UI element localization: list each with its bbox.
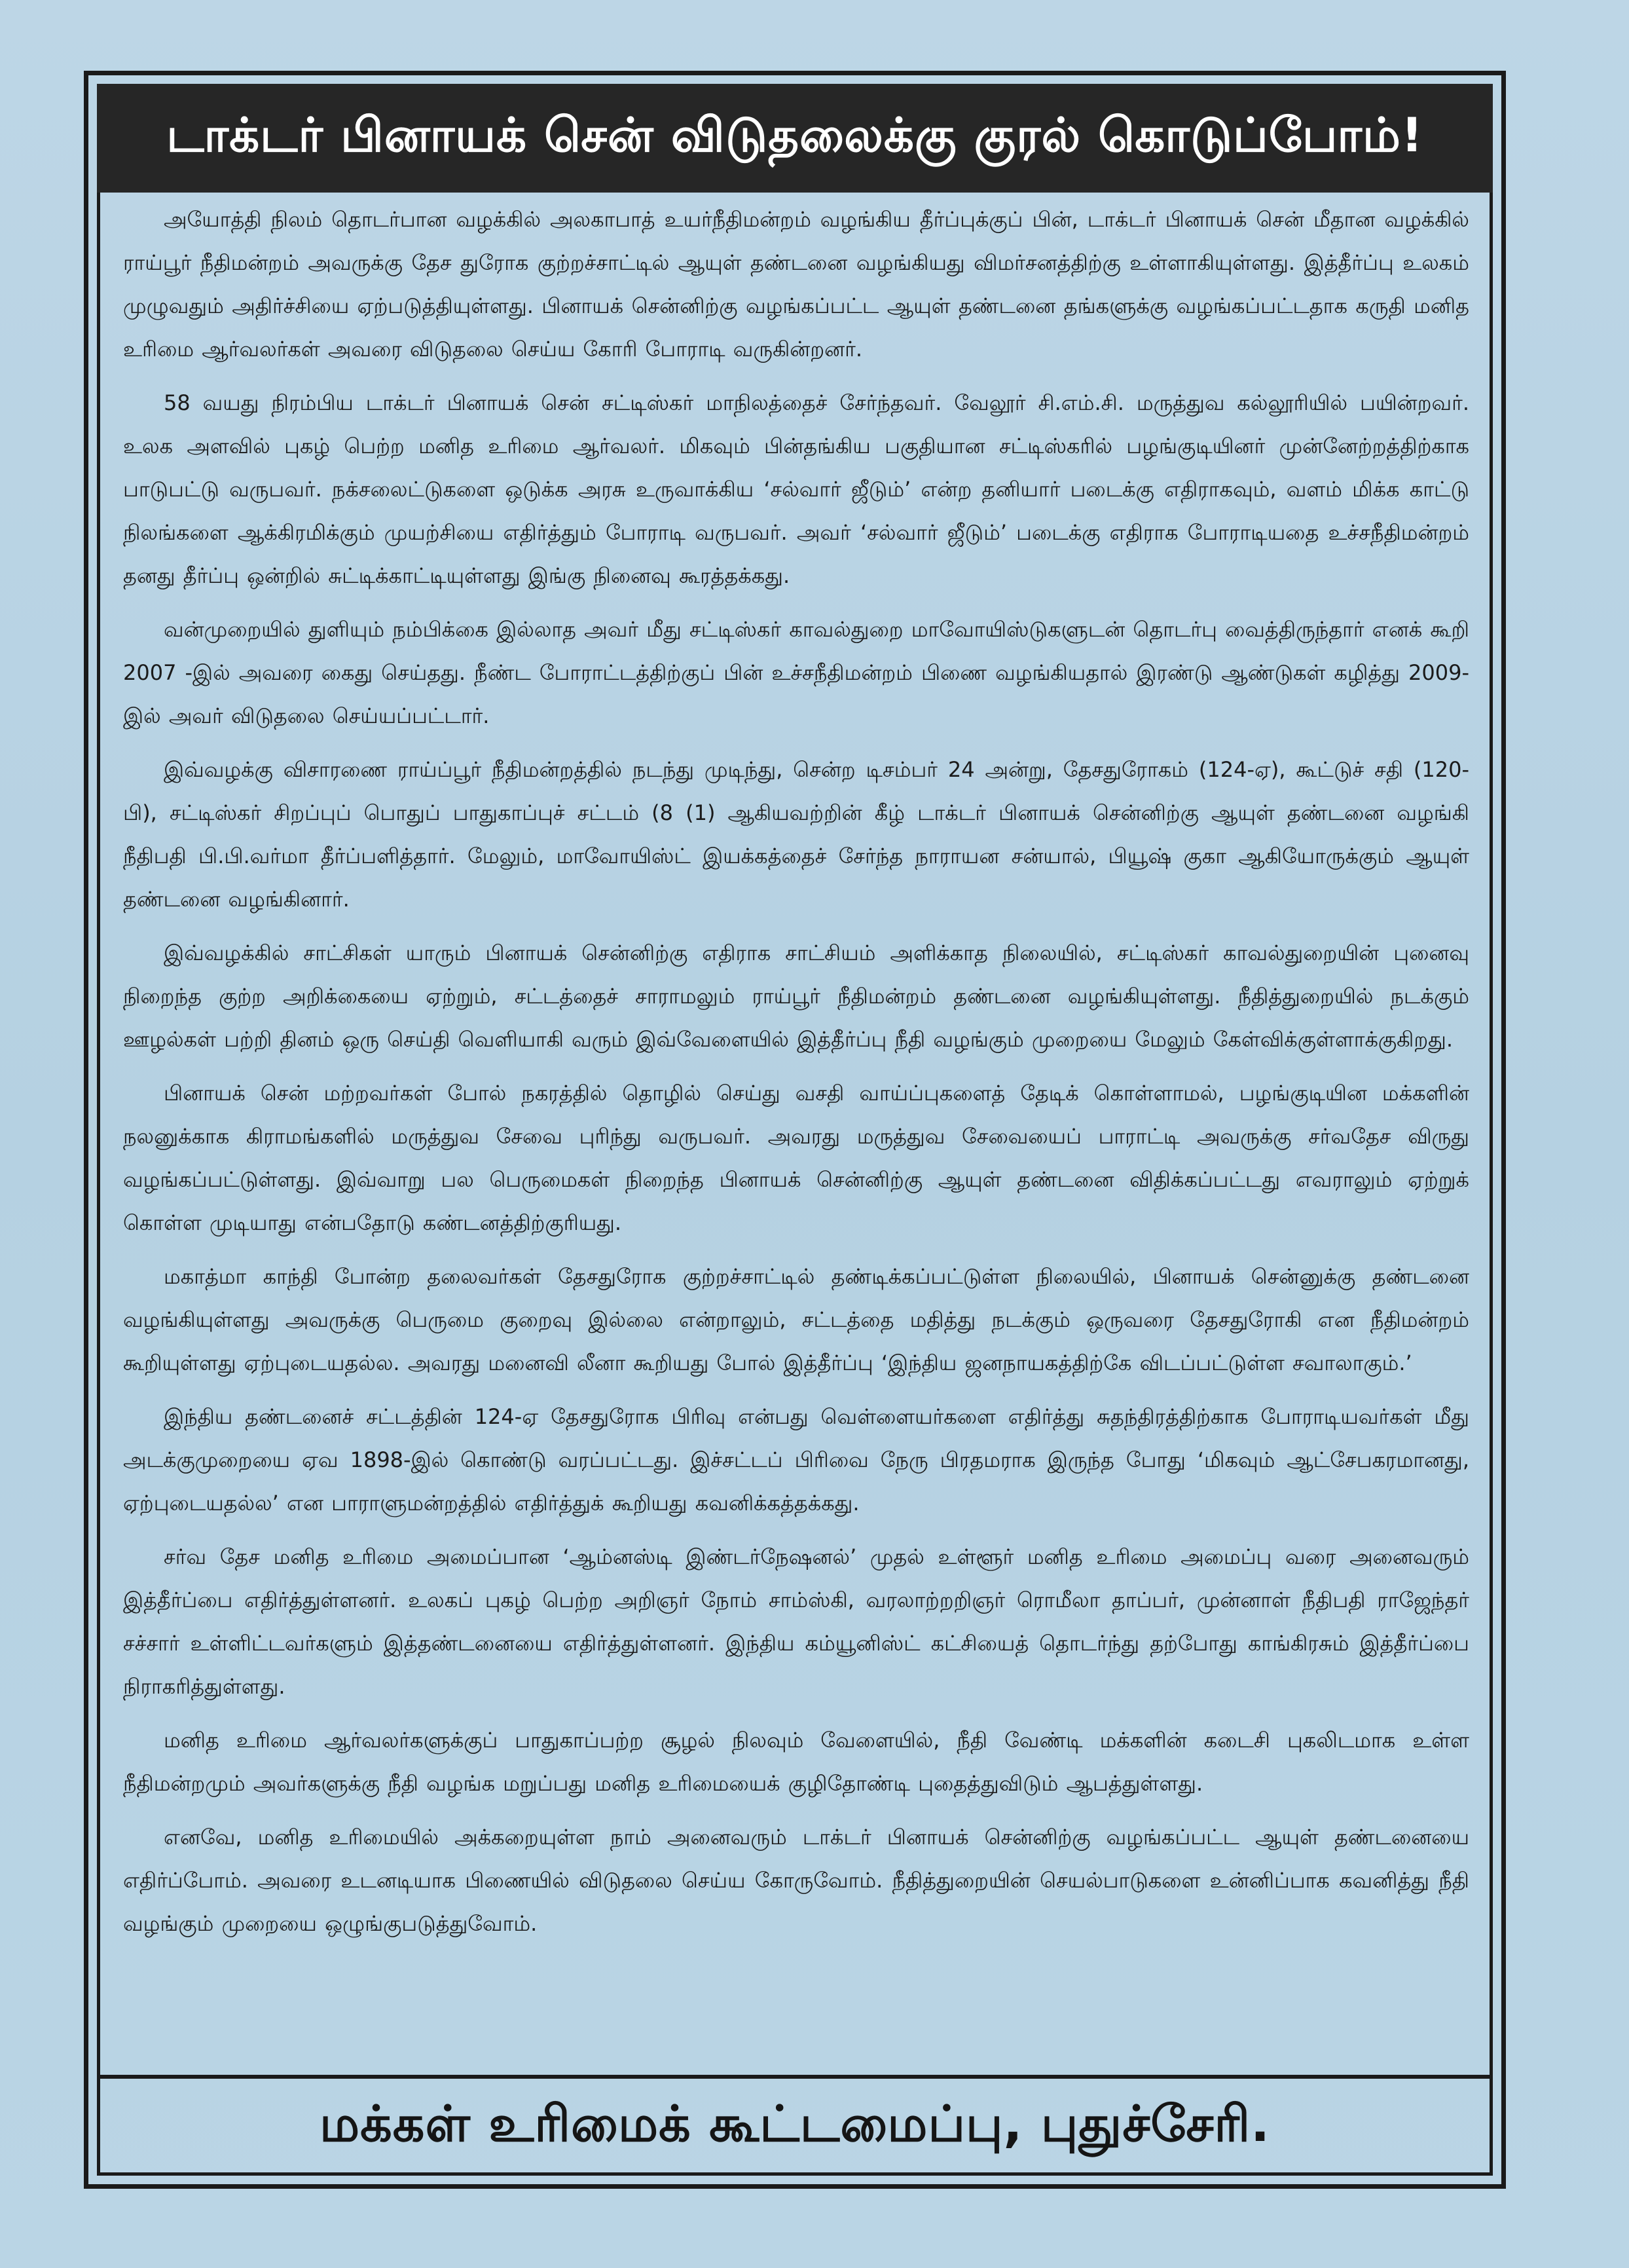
- paragraph: சர்வ தேச மனித உரிமை அமைப்பான ‘ஆம்னஸ்டி இண்டர்நேஷனல்’ முதல் உள்ளூர் மனித உரிமை அமைப்பு வரை அனைவரும் இத்தீர்ப்பை எதிர்த்துள்ளனர். உலகப் புகழ் பெற்ற அறிஞர் நோம் சாம்ஸ்கி, வரலாற்றறிஞர் ரொமீலா தாப்பர், முன்னாள் நீதிபதி ராஜேந்தர் சச்சார் உள்ளிட்டவர்களும் இத்தண்டனையை எதிர்த்துள்ளனர். இந்திய கம்யூனிஸ்ட் கட்சியைத் தொடர்ந்து தற்போது காங்கிரசும் இத்தீர்ப்பை நிராகரித்துள்ளது.: [123, 1544, 1469, 1699]
- paragraph: எனவே, மனித உரிமையில் அக்கறையுள்ள நாம் அனைவரும் டாக்டர் பினாயக் சென்னிற்கு வழங்கப்பட்ட ஆயுள் தண்டனையை எதிர்ப்போம். அவரை உடனடியாக பிணையில் விடுதலை செய்ய கோருவோம். நீதித்துறையின் செயல்பாடுகளை உன்னிப்பாக கவனித்து நீதி வழங்கும் முறையை ஒழுங்குபடுத்துவோம்.: [123, 1825, 1469, 1936]
- headline: டாக்டர் பினாயக் சென் விடுதலைக்கு குரல் கொடுப்போம்!: [166, 107, 1423, 162]
- paragraph: வன்முறையில் துளியும் நம்பிக்கை இல்லாத அவர் மீது சட்டிஸ்கர் காவல்துறை மாவோயிஸ்டுகளுடன் தொடர்பு வைத்திருந்தார் எனக் கூறி 2007 -இல் அவரை கைது செய்தது. நீண்ட போராட்டத்திற்குப் பின் உச்சநீதிமன்றம் பிணை வழங்கியதால் இரண்டு ஆண்டுகள் கழித்து 2009-இல் அவர் விடுதலை செய்யப்பட்டார்.: [123, 617, 1469, 728]
- paragraph: பினாயக் சென் மற்றவர்கள் போல் நகரத்தில் தொழில் செய்து வசதி வாய்ப்புகளைத் தேடிக் கொள்ளாமல், பழங்குடியின மக்களின் நலனுக்காக கிராமங்களில் மருத்துவ சேவை புரிந்து வருபவர். அவரது மருத்துவ சேவையைப் பாராட்டி அவருக்கு சர்வதேச விருது வழங்கப்பட்டுள்ளது. இவ்வாறு பல பெருமைகள் நிறைந்த பினாயக் சென்னிற்கு ஆயுள் தண்டனை விதிக்கப்பட்டது எவராலும் ஏற்றுக் கொள்ள முடியாது என்பதோடு கண்டனத்திற்குரியது.: [123, 1081, 1469, 1235]
- paragraph: மகாத்மா காந்தி போன்ற தலைவர்கள் தேசதுரோக குற்றச்சாட்டில் தண்டிக்கப்பட்டுள்ள நிலையில், பினாயக் சென்னுக்கு தண்டனை வழங்கியுள்ளது அவருக்கு பெருமை குறைவு இல்லை என்றாலும், சட்டத்தை மதித்து நடக்கும் ஒருவரை தேசதுரோகி என நீதிமன்றம் கூறியுள்ளது ஏற்புடையதல்ல. அவரது மனைவி லீனா கூறியது போல் இத்தீர்ப்பு ‘இந்திய ஜனநாயகத்திற்கே விடப்பட்டுள்ள சவாலாகும்.’: [123, 1264, 1469, 1375]
- paragraph: 58 வயது நிரம்பிய டாக்டர் பினாயக் சென் சட்டிஸ்கர் மாநிலத்தைச் சேர்ந்தவர். வேலூர் சி.எம்.சி. மருத்துவ கல்லூரியில் பயின்றவர். உலக அளவில் புகழ் பெற்ற மனித உரிமை ஆர்வலர். மிகவும் பின்தங்கிய பகுதியான சட்டிஸ்கரில் பழங்குடியினர் முன்னேற்றத்திற்காக பாடுபட்டு வருபவர். நக்சலைட்டுகளை ஒடுக்க அரசு உருவாக்கிய ‘சல்வார் ஜீடும்’ என்ற தனியார் படைக்கு எதிராகவும், வளம் மிக்க காட்டு நிலங்களை ஆக்கிரமிக்கும் முயற்சியை எதிர்த்தும் போராடி வருபவர். அவர் ‘சல்வார் ஜீடும்’ படைக்கு எதிராக போராடியதை உச்சநீதிமன்றம் தனது தீர்ப்பு ஒன்றில் சுட்டிக்காட்டியுள்ளது இங்கு நினைவு கூரத்தக்கது.: [123, 390, 1469, 588]
- organization-name: மக்கள் உரிமைக் கூட்டமைப்பு, புதுச்சேரி.: [319, 2094, 1271, 2153]
- paragraph: இவ்வழக்கு விசாரணை ராய்ப்பூர் நீதிமன்றத்தில் நடந்து முடிந்து, சென்ற டிசம்பர் 24 அன்று, தேசதுரோகம் (124-ஏ), கூட்டுச் சதி (120-பி), சட்டிஸ்கர் சிறப்புப் பொதுப் பாதுகாப்புச் சட்டம் (8 (1) ஆகியவற்றின் கீழ் டாக்டர் பினாயக் சென்னிற்கு ஆயுள் தண்டனை வழங்கி நீதிபதி பி.பி.வர்மா தீர்ப்பளித்தார். மேலும், மாவோயிஸ்ட் இயக்கத்தைச் சேர்ந்த நாராயன சன்யால், பியூஷ் குகா ஆகியோருக்கும் ஆயுள் தண்டனை வழங்கினார்.: [123, 757, 1469, 912]
- title-banner: [97, 84, 1493, 193]
- article-body: [123, 198, 1469, 2067]
- paragraph: அயோத்தி நிலம் தொடர்பான வழக்கில் அலகாபாத் உயர்நீதிமன்றம் வழங்கிய தீர்ப்புக்குப் பின், டாக்டர் பினாயக் சென் மீதான வழக்கில் ராய்பூர் நீதிமன்றம் அவருக்கு தேச துரோக குற்றச்சாட்டில் ஆயுள் தண்டனை வழங்கியது விமர்சனத்திற்கு உள்ளாகியுள்ளது. இத்தீர்ப்பு உலகம் முழுவதும் அதிர்ச்சியை ஏற்படுத்தியுள்ளது. பினாயக் சென்னிற்கு வழங்கப்பட்ட ஆயுள் தண்டனை தங்களுக்கு வழங்கப்பட்டதாக கருதி மனித உரிமை ஆர்வலர்கள் அவரை விடுதலை செய்ய கோரி போராடி வருகின்றனர்.: [123, 207, 1469, 362]
- paragraph: மனித உரிமை ஆர்வலர்களுக்குப் பாதுகாப்பற்ற சூழல் நிலவும் வேளையில், நீதி வேண்டி மக்களின் கடைசி புகலிடமாக உள்ள நீதிமன்றமும் அவர்களுக்கு நீதி வழங்க மறுப்பது மனித உரிமையைக் குழிதோண்டி புதைத்துவிடும் ஆபத்துள்ளது.: [123, 1728, 1469, 1796]
- paragraph: இந்திய தண்டனைச் சட்டத்தின் 124-ஏ தேசதுரோக பிரிவு என்பது வெள்ளையர்களை எதிர்த்து சுதந்திரத்திற்காக போராடியவர்கள் மீது அடக்குமுறையை ஏவ 1898-இல் கொண்டு வரப்பட்டது. இச்சட்டப் பிரிவை நேரு பிரதமராக இருந்த போது ‘மிகவும் ஆட்சேபகரமானது, ஏற்புடையதல்ல’ என பாராளுமன்றத்தில் எதிர்த்துக் கூறியது கவனிக்கத்தக்கது.: [123, 1404, 1469, 1515]
- footer-banner: [97, 2079, 1493, 2176]
- paragraph: இவ்வழக்கில் சாட்சிகள் யாரும் பினாயக் சென்னிற்கு எதிராக சாட்சியம் அளிக்காத நிலையில், சட்டிஸ்கர் காவல்துறையின் புனைவு நிறைந்த குற்ற அறிக்கையை ஏற்றும், சட்டத்தைச் சாராமலும் ராய்பூர் நீதிமன்றம் தண்டனை வழங்கியுள்ளது. நீதித்துறையில் நடக்கும் ஊழல்கள் பற்றி தினம் ஒரு செய்தி வெளியாகி வரும் இவ்வேளையில் இத்தீர்ப்பு நீதி வழங்கும் முறையை மேலும் கேள்விக்குள்ளாக்குகிறது.: [123, 940, 1469, 1052]
